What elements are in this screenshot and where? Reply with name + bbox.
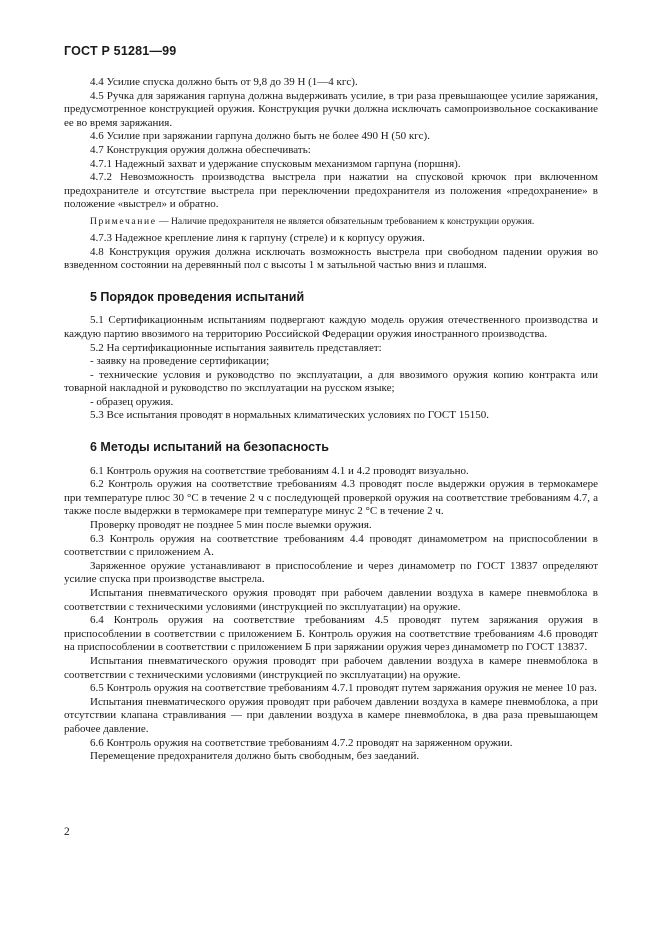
paragraph: Испытания пневматического оружия проводят при рабочем давлении воздуха в камере пневмоблока в соответствии с техническими условиями (инструкцией по эксплуатации) на оружие. xyxy=(64,654,598,681)
note-text: — Наличие предохранителя не является обязательным требованием к конструкции оружия. xyxy=(156,215,535,227)
paragraph: 6.1 Контроль оружия на соответствие требованиям 4.1 и 4.2 проводят визуально. xyxy=(90,464,469,477)
paragraph: 4.6 Усилие при заряжании гарпуна должно быть не более 490 Н (50 кгс). xyxy=(90,130,430,143)
paragraph: Испытания пневматического оружия проводят при рабочем давлении воздуха в камере пневмоблока, а при отсутствии клапана стравливания — при давлении воздуха в камере пневмоблока, в два раза превышающем рабочее давление. xyxy=(64,695,598,735)
section-heading: 6 Методы испытаний на безопасность xyxy=(90,440,329,455)
note xyxy=(64,216,598,228)
paragraph: 5.3 Все испытания проводят в нормальных климатических условиях по ГОСТ 15150. xyxy=(90,409,489,422)
paragraph: 4.7.3 Надежное крепление линя к гарпуну (стреле) и к корпусу оружия. xyxy=(90,231,425,244)
page-number: 2 xyxy=(64,826,70,838)
paragraph: 6.5 Контроль оружия на соответствие требованиям 4.7.1 проводят путем заряжания оружия не менее 10 раз. xyxy=(90,682,597,695)
note-label: Примечание xyxy=(90,215,157,227)
paragraph: Испытания пневматического оружия проводят при рабочем давлении воздуха в камере пневмоблока в соответствии с техническими условиями (инструкцией по эксплуатации) на оружие. xyxy=(64,587,598,613)
document-header: ГОСТ Р 51281—99 xyxy=(64,44,177,58)
paragraph: 5.1 Сертификационным испытаниям подвергают каждую модель оружия отечественного производства и каждую партию ввозимого на территорию Российской Федерации оружия иностранного производства. xyxy=(64,314,598,340)
paragraph: 4.7.2 Невозможность производства выстрела при нажатии на спусковой крючок при включенном предохранителе и отсутствие выстрела при переключении предохранителя из положения «предохранение» в положение «выстрел» и обратно. xyxy=(64,171,598,211)
paragraph: 4.5 Ручка для заряжания гарпуна должна выдерживать усилие, в три раза превышающее усилие заряжания, предусмотренное конструкцией оружия. Конструкция ручки должна исключать самопроизвольное соскакивание ее во время заряжания. xyxy=(64,89,598,129)
paragraph: 4.4 Усилие спуска должно быть от 9,8 до 39 Н (1—4 кгс). xyxy=(90,76,358,88)
paragraph: Перемещение предохранителя должно быть свободным, без заеданий. xyxy=(90,750,420,763)
section-heading: 5 Порядок проведения испытаний xyxy=(90,289,305,304)
paragraph: 6.3 Контроль оружия на соответствие требованиям 4.4 проводят динамометром на приспособлении в соответствии с приложением А. xyxy=(64,532,598,559)
list-item: - заявку на проведение сертификации; xyxy=(90,355,270,368)
list-item: - технические условия и руководство по эксплуатации, а для ввозимого оружия копию контракта или товарной накладной и руководство по эксплуатации на русском языке; xyxy=(64,368,598,395)
paragraph: 5.2 На сертификационные испытания заявитель представляет: xyxy=(90,341,382,354)
paragraph: 6.4 Контроль оружия на соответствие требованиям 4.5 проводят путем заряжания оружия в приспособлении в соответствии с приложением Б. Контроль оружия на соответствие требованиям 4.6 проводят на приспособлении в соответствии с приложением Б при заряжании оружия через динамометр по ГОСТ 13837. xyxy=(64,614,598,654)
document-body xyxy=(64,76,598,764)
list-item: - образец оружия. xyxy=(90,395,174,408)
paragraph: Проверку проводят не позднее 5 мин после выемки оружия. xyxy=(90,519,372,532)
paragraph: 4.7.1 Надежный захват и удержание спусковым механизмом гарпуна (поршня). xyxy=(90,157,461,170)
paragraph: 4.7 Конструкция оружия должна обеспечивать: xyxy=(90,143,311,156)
paragraph: 6.6 Контроль оружия на соответствие требованиям 4.7.2 проводят на заряженном оружии. xyxy=(90,736,513,749)
paragraph: 6.2 Контроль оружия на соответствие требованиям 4.3 проводят после выдержки оружия в термокамере при температуре плюс 30 °С в течение 2 ч с последующей проверкой оружия на соответствие требованиям 4.7, а также после выдержки в термокамере при температуре минус 2 °С в течение 2 ч. xyxy=(64,478,598,518)
paragraph: 4.8 Конструкция оружия должна исключать возможность выстрела при свободном падении оружия во взведенном состоянии на деревянный пол с высоты 1 м затыльной частью вниз и плашмя. xyxy=(64,245,598,272)
paragraph: Заряженное оружие устанавливают в приспособление и через динамометр по ГОСТ 13837 определяют усилие спуска при производстве выстрела. xyxy=(64,559,598,586)
